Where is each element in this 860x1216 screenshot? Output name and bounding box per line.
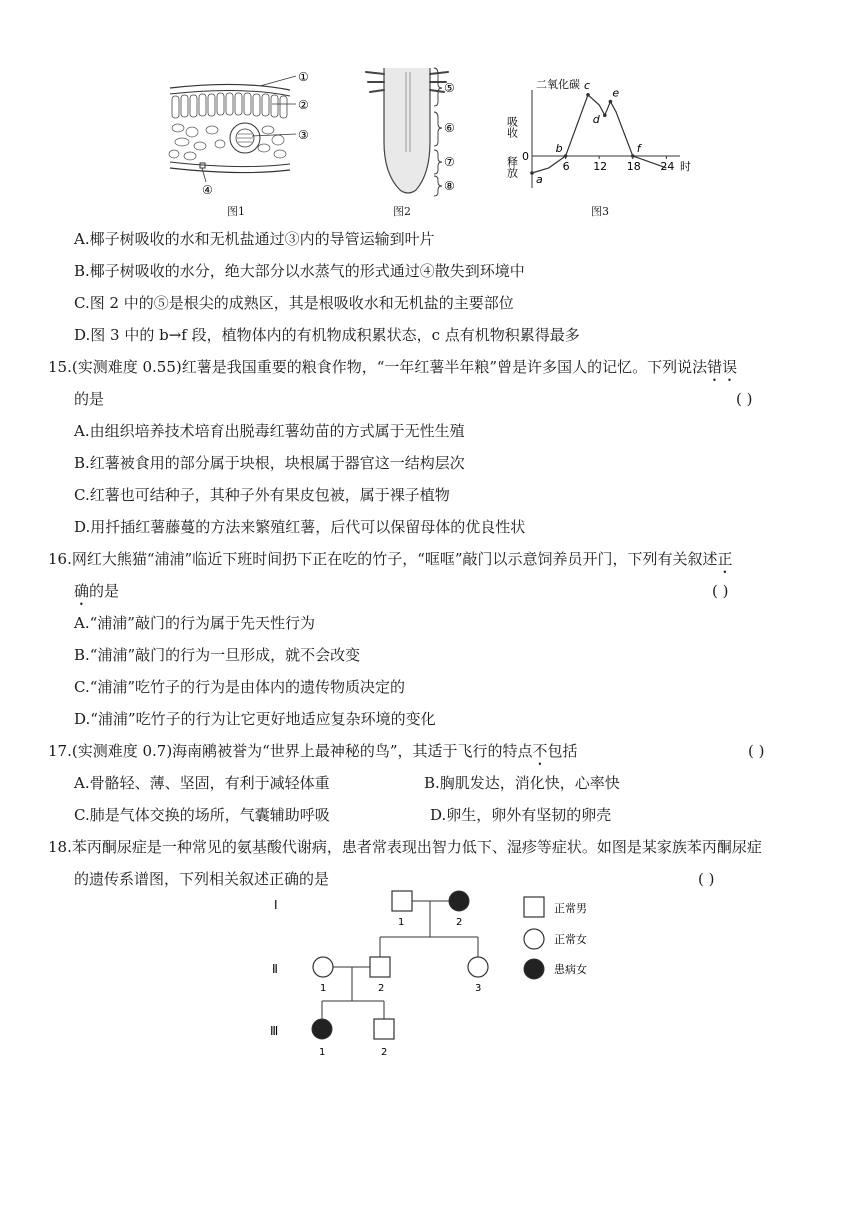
q14-option-a[interactable]: A.椰子树吸收的水和无机盐通过③内的导管运输到叶片 (74, 230, 435, 248)
q16-answer-blank[interactable]: ( ) (712, 582, 729, 600)
fig1-label-1: ① (298, 70, 309, 84)
q17-option-a[interactable]: A.骨骼轻、薄、坚固，有利于减轻体重 (74, 774, 330, 792)
figure-1-caption: 图1 (227, 205, 245, 218)
fig3-y-down: 释放 (505, 156, 519, 178)
legend-normal-male: 正常男 (554, 902, 587, 915)
num-II-1: 1 (320, 983, 327, 994)
q16-option-a[interactable]: A.“浦浦”敲门的行为属于先天性行为 (74, 614, 315, 632)
q15-option-b[interactable]: B.红薯被食用的部分属于块根，块根属于器官这一结构层次 (74, 454, 465, 472)
q17-stem: 17.(实测难度 0.7)海南鹇被誉为“世界上最神秘的鸟”，其适于飞行的特点不包括 (48, 742, 578, 760)
legend-square-icon (524, 897, 544, 917)
individual-II-3 (468, 957, 488, 977)
fig3-point-c (586, 93, 590, 97)
num-I-2: 2 (456, 917, 463, 928)
legend-circle-icon (524, 929, 544, 949)
fig3-point-label-d: d (592, 113, 600, 127)
fig3-tick-12: 12 (593, 160, 608, 173)
q14-option-c[interactable]: C.图 2 中的⑤是根尖的成熟区，其是根吸收水和无机盐的主要部位 (74, 294, 514, 312)
fig1-label-3: ③ (298, 128, 309, 142)
q17-answer-blank[interactable]: ( ) (748, 742, 765, 760)
q15-option-c[interactable]: C.红薯也可结种子，其种子外有果皮包被，属于裸子植物 (74, 486, 450, 504)
num-III-2: 2 (381, 1047, 388, 1058)
q15-stem-cont: 的是 (74, 390, 105, 408)
q18-stem-cont: 的遗传系谱图，下列相关叙述正确的是 (74, 870, 330, 888)
figure-2-caption: 图2 (393, 205, 411, 218)
q16-option-c[interactable]: C.“浦浦”吃竹子的行为是由体内的遗传物质决定的 (74, 678, 406, 696)
figure-2-root-tip (356, 62, 466, 202)
q16-stem: 16.网红大熊猫“浦浦”临近下班时间扔下正在吃的竹子，“哐哐”敲门以示意饲养员开门，下列有关叙述正 (48, 550, 733, 568)
q15-emphasis: 错误 (707, 358, 738, 376)
fig3-point-label-c: c (584, 78, 591, 92)
figure-3-co2-chart (500, 70, 700, 200)
fig3-point-label-e: e (612, 86, 620, 100)
q14-option-b[interactable]: B.椰子树吸收的水分，绝大部分以水蒸气的形式通过④散失到环境中 (74, 262, 525, 280)
fig3-point-label-a: a (536, 173, 543, 186)
figure-1-leaf-section (160, 68, 320, 218)
fig3-point-label-b: b (555, 142, 563, 155)
q14-option-d[interactable]: D.图 3 中的 b→f 段，植物体内的有机物成积累状态，c 点有机物积累得最多 (74, 326, 580, 344)
fig3-point-a (530, 171, 534, 175)
individual-III-2 (374, 1019, 394, 1039)
fig3-x-unit: 时 (680, 160, 691, 173)
fig2-label-6: ⑥ (444, 121, 455, 135)
figure-3-caption: 图3 (591, 205, 609, 218)
q15-option-d[interactable]: D.用扦插红薯藤蔓的方法来繁殖红薯，后代可以保留母体的优良性状 (74, 518, 526, 536)
individual-I-1 (392, 891, 412, 911)
q18-answer-blank[interactable]: ( ) (698, 870, 715, 888)
individual-II-1 (313, 957, 333, 977)
fig2-label-7: ⑦ (444, 155, 455, 169)
q18-stem: 18.苯丙酮尿症是一种常见的氨基酸代谢病，患者常表现出智力低下、湿疹等症状。如图是某家族苯丙酮尿症 (48, 838, 762, 856)
generation-III: Ⅲ (270, 1024, 279, 1038)
q15-option-a[interactable]: A.由组织培养技术培育出脱毒红薯幼苗的方式属于无性生殖 (74, 422, 465, 440)
fig3-tick-18: 18 (626, 160, 641, 173)
fig2-label-5: ⑤ (444, 81, 455, 95)
fig1-label-4: ④ (202, 183, 213, 197)
individual-III-1 (312, 1019, 332, 1039)
q17-option-c[interactable]: C.肺是气体交换的场所，气囊辅助呼吸 (74, 806, 330, 824)
q16-option-d[interactable]: D.“浦浦”吃竹子的行为让它更好地适应复杂环境的变化 (74, 710, 436, 728)
legend-filled-circle-icon (524, 959, 544, 979)
fig3-tick-24: 24 (660, 160, 675, 173)
q15-answer-blank[interactable]: ( ) (736, 390, 753, 408)
fig3-point-f (631, 154, 635, 158)
fig1-label-2: ② (298, 98, 309, 112)
legend-normal-female: 正常女 (554, 933, 587, 946)
pedigree-chart (260, 885, 660, 1065)
generation-II: Ⅱ (272, 962, 278, 976)
num-I-1: 1 (398, 917, 405, 928)
fig3-point-e (609, 100, 613, 104)
fig3-y-up: 吸收 (505, 116, 519, 138)
num-II-2: 2 (378, 983, 385, 994)
fig3-point-b (564, 154, 568, 158)
q16-option-b[interactable]: B.“浦浦”敲门的行为一旦形成，就不会改变 (74, 646, 361, 664)
q17-option-d[interactable]: D.卵生，卵外有坚韧的卵壳 (430, 806, 612, 824)
generation-I: Ⅰ (274, 898, 278, 912)
q16-stem-cont: 确的是 (74, 582, 120, 600)
fig3-tick-6: 6 (562, 160, 570, 173)
q15-stem: 15.(实测难度 0.55)红薯是我国重要的粮食作物，“一年红薯半年粮”曾是许多国人的记忆。下列说法错误 (48, 358, 738, 376)
fig3-point-d (603, 113, 607, 117)
fig2-label-8: ⑧ (444, 179, 455, 193)
fig3-y-title: 二氧化碳 (536, 78, 580, 91)
fig3-zero: 0 (522, 150, 529, 163)
num-III-1: 1 (319, 1047, 326, 1058)
q17-option-b[interactable]: B.胸肌发达，消化快，心率快 (424, 774, 620, 792)
individual-II-2 (370, 957, 390, 977)
legend-affected-female: 患病女 (554, 963, 587, 976)
individual-I-2 (449, 891, 469, 911)
num-II-3: 3 (475, 983, 482, 994)
fig3-point-label-f: f (636, 142, 641, 155)
